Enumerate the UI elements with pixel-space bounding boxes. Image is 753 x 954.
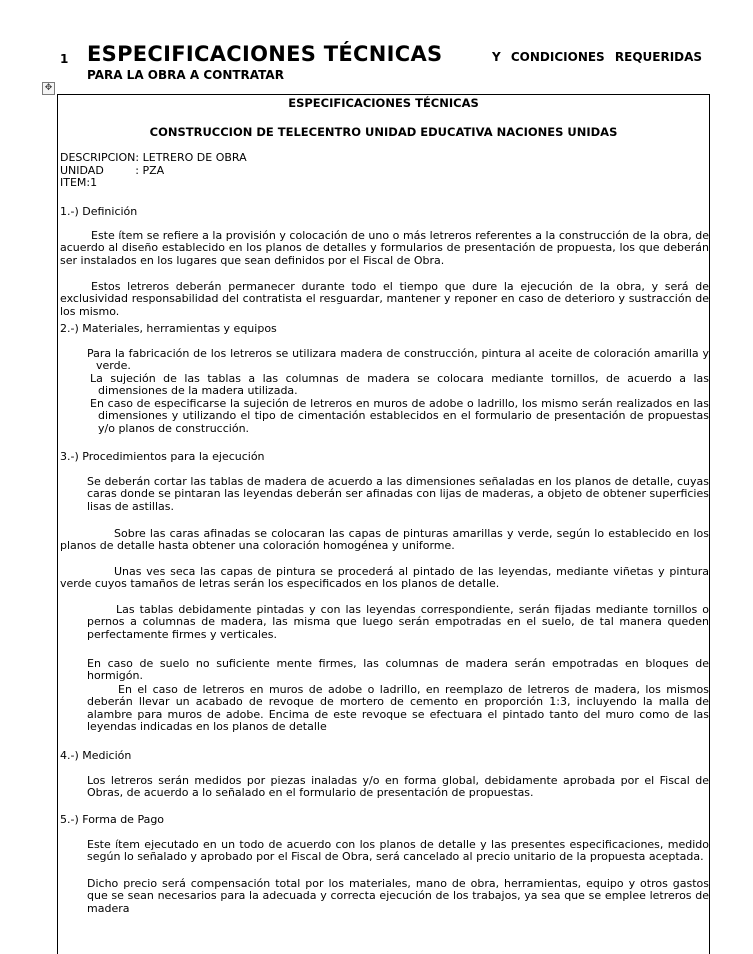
spec-subtitle: CONSTRUCCION DE TELECENTRO UNIDAD EDUCATIVA NACIONES UNIDAS [149,125,618,139]
paragraph-proc5: En caso de suelo no suficiente mente firmes, las columnas de madera serán empotradas en bloques de hormigón. [87,657,709,683]
paragraph-med1: Los letreros serán medidos por piezas inaladas y/o en forma global, debidamente aprobada por el Fiscal de Obras, de acuerdo a lo señalado en el formulario de presentación de propuestas. [87,774,709,800]
section-title-forma-de-pago: 5.-) Forma de Pago [60,813,165,826]
paragraph-def2: Estos letreros deberán permanecer durante todo el tiempo que dure la ejecución de la obra, y será de exclusividad responsabilidad del contratista el resguardar, mantener y reponer en caso de deterioro y sustracción de los mismo. [60,280,709,318]
section-title-definicion: 1.-) Definición [60,205,138,218]
paragraph-mat2: La sujeción de las tablas a las columnas de madera se colocara mediante tornillos, de acuerdo a las dimensiones de la madera utilizada. [90,372,709,398]
section-title-materiales: 2.-) Materiales, herramientas y equipos [60,322,277,335]
paragraph-proc2: Sobre las caras afinadas se colocaran las capas de pinturas amarillas y verde, según lo establecido en los planos de detalle hasta obtener una coloración homogénea y uniforme. [60,527,709,553]
paragraph-mat1: Para la fabricación de los letreros se utilizara madera de construcción, pintura al aceite de coloración amarilla y verde. [87,347,709,373]
paragraph-pago2: Dicho precio será compensación total por los materiales, mano de obra, herramientas, equipo y otros gastos que se sean necesarios para la adecuada y correcta ejecución de los trabajos, ya sea que se emplee letreros de madera [87,877,709,915]
heading-title-rest: Y CONDICIONES REQUERIDAS [492,50,703,64]
unidad-line: UNIDAD : PZA [60,163,165,177]
paragraph-pago1: Este ítem ejecutado en un todo de acuerdo con los planos de detalle y las presentes especificaciones, medido según lo señalado y aprobado por el Fiscal de Obra, será cancelado al precio unitario de la propuesta aceptada. [87,838,709,864]
paragraph-mat3: En caso de especificarse la sujeción de letreros en muros de adobe o ladrillo, los mismo serán realizados en las dimensiones y utilizando el tipo de cimentación establecidos en el formulario de presentación de propuestas y/o planos de construcción. [90,397,709,435]
item-line: ITEM:1 [60,176,98,189]
paragraph-proc3: Unas ves seca las capas de pintura se procederá al pintado de las leyendas, mediante viñetas y pintura verde cuyos tamaños de letras serán los especificados en los planos de detalle. [60,565,709,591]
specification-table [57,94,710,954]
spec-title: ESPECIFICACIONES TÉCNICAS [288,96,479,110]
paragraph-proc6: En el caso de letreros en muros de adobe o ladrillo, en reemplazo de letreros de madera, los mismos deberán llevar un acabado de revoque de mortero de cemento en proporción 1:3, incluyendo la malla de alambre para muros de adobe. Encima de este revoque se efectuara el pintado tanto del muro como de las leyendas indicadas en los planos de detalle [87,683,709,734]
heading-title: ESPECIFICACIONES TÉCNICAS [87,42,443,66]
paragraph-proc4: Las tablas debidamente pintadas y con las leyendas correspondiente, serán fijadas mediante tornillos o pernos a columnas de madera, las misma que luego serán empotradas en el suelo, de tal manera queden perfectamente firmes y verticales. [87,603,709,641]
table-move-icon[interactable]: ✥ [42,82,55,95]
section-title-medicion: 4.-) Medición [60,749,132,762]
heading-title-line2: PARA LA OBRA A CONTRATAR [87,68,284,82]
item-metadata [60,152,247,190]
paragraph-proc1: Se deberán cortar las tablas de madera de acuerdo a las dimensiones señaladas en los planos de detalle, cuyas caras donde se pintaran las leyendas deberán ser afinadas con lijas de maderas, a objeto de obtener superficies lisas de astillas. [87,475,709,513]
descripcion-line: DESCRIPCION: LETRERO DE OBRA [60,151,247,164]
paragraph-def1: Este ítem se refiere a la provisión y colocación de uno o más letreros referentes a la construcción de la obra, de acuerdo al diseño establecido en los planos de detalles y formularios de presentación de propuesta, los que deberán ser instalados en los lugares que sean definidos por el Fiscal de Obra. [60,229,709,267]
section-title-procedimientos: 3.-) Procedimientos para la ejecución [60,450,265,463]
heading-number: 1 [60,52,69,66]
